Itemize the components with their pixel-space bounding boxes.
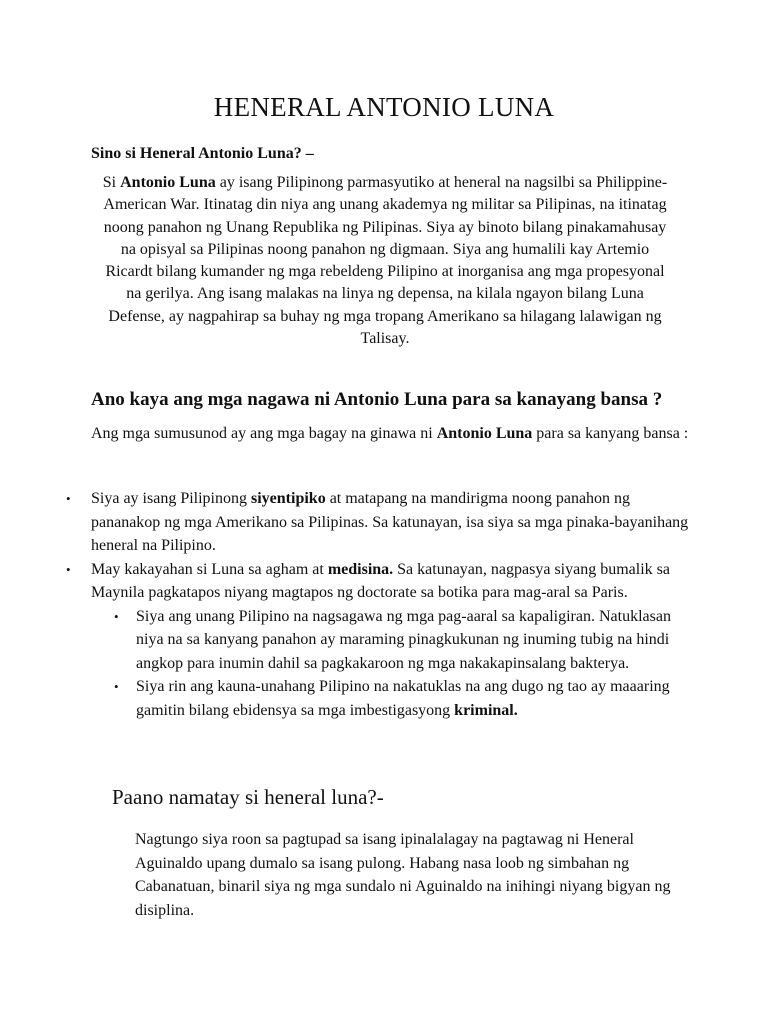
question-achievements-heading: Ano kaya ang mga nagawa ni Antonio Luna para sa kanayang bansa ? — [91, 389, 663, 410]
lead-text-post: para sa kanyang bansa : — [532, 425, 689, 442]
list-item — [66, 487, 691, 558]
lead-text-pre: Ang mga sumusunod ay ang mga bagay na ginawa ni — [91, 425, 437, 442]
document-title: HENERAL ANTONIO LUNA — [213, 92, 555, 122]
intro-paragraph — [100, 172, 670, 350]
sub-achievements-list — [91, 605, 691, 723]
bullet-icon: • — [114, 608, 119, 624]
list-item-text-pre: Siya rin ang kauna-unahang Pilipino na nakatuklas na ang dugo ng tao ay maaaring gamitin bilang ebidensya sa mga imbestigasyong — [136, 678, 670, 719]
list-item — [114, 605, 691, 676]
achievements-lead-paragraph — [91, 423, 691, 445]
intro-text-pre: Si — [102, 174, 121, 191]
list-item — [66, 558, 691, 723]
lead-name-bold: Antonio Luna — [436, 425, 533, 442]
intro-text-post: ay isang Pilipinong parmasyutiko at heneral na nagsilbi sa Philippine-American War. Itinatag din niya ang unang akademya ng militar sa Pilipinas, na itinatag noong panahon ng Unang Republika ng Pilipinas. Siya ay binoto bilang pinakamahusay na opisyal sa Pilipinas noong panahon ng digmaan. Siya ang humalili kay Artemio Ricardt bilang kumander ng mga rebeldeng Pilipino at inorganisa ang mga propesyonal na gerilya. Ang isang malakas na linya ng depensa, na kilala ngayon bilang Luna Defense, ay nagpahirap sa buhay ng mga tropang Amerikano sa hilagang lalawigan ng Talisay. — [103, 174, 668, 348]
list-item-bold: medisina. — [327, 560, 394, 578]
list-item-text-post: at matapang na mandirigma noong panahon ng pananakop ng mga Amerikano sa Pilipinas. Sa katunayan, isa siya sa mga pinaka-bayanihang heneral na Pilipino. — [91, 490, 689, 554]
list-item-text-pre: Siya ang unang Pilipino na nagsagawa ng mga pag-aaral sa kapaligiran. Natuklasan niya na sa kanyang panahon ay maraming pinagkukunan ng inuming tubig na hindi angkop para inumin dahil sa pagkakaroon ng mga nakakapinsalang bakterya. — [136, 607, 671, 672]
question-death-heading: Paano namatay si heneral luna?- — [112, 785, 384, 809]
list-item-text-post: Sa katunayan, nagpasya siyang bumalik sa Maynila pagkatapos niyang magtapos ng doctorate sa botika para mag-aral sa Paris. — [91, 560, 670, 601]
list-item-text-pre: Siya ay isang Pilipinong — [91, 490, 251, 507]
list-item-bold: siyentipiko — [251, 490, 326, 507]
achievements-list — [66, 487, 691, 722]
list-item-text-pre: May kakayahan si Luna sa agham at — [91, 560, 328, 578]
question-who-heading: Sino si Heneral Antonio Luna? – — [91, 145, 314, 162]
bullet-icon: • — [114, 679, 119, 694]
intro-name-bold: Antonio Luna — [120, 174, 216, 191]
list-item-bold: kriminal. — [454, 701, 518, 719]
death-paragraph: Nagtungo siya roon sa pagtupad sa isang ipinalalagay na pagtawag ni Heneral Aguinaldo upang dumalo sa isang pulong. Habang nasa loob ng simbahan ng Cabanatuan, binaril siya ng mga sundalo ni Aguinaldo na inihingi niyang bigyan ng disiplina. — [135, 831, 671, 919]
list-item — [114, 675, 691, 722]
bullet-icon: • — [66, 561, 71, 577]
bullet-icon: • — [66, 491, 71, 506]
